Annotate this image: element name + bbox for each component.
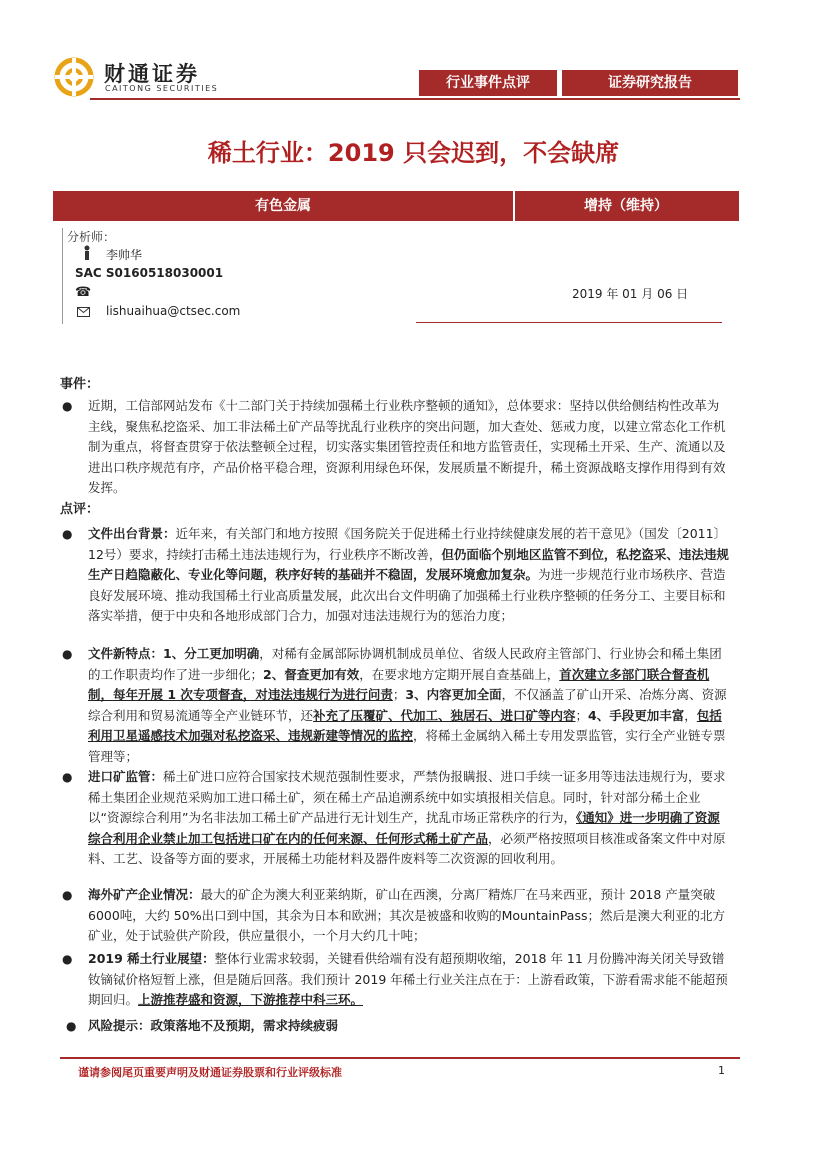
para-text: 最大的矿企为澳大利亚莱纳斯，矿山在西澳，分离厂精炼厂在马来西亚，预计 2018 产量突破 6000吨，大约 50%出口到中国，其余为日本和欧洲；其次是被盛和收购的MountainPass；然后是澳大利亚的北方矿业，处于试验供产阶段，供应量很小，一个月大约几十吨； — [88, 887, 725, 943]
bullet-icon: ● — [62, 647, 73, 661]
sac-number: SAC S0160518030001 — [75, 266, 224, 280]
risk-warning: 风险提示：政策落地不及预期，需求持续疲弱 — [88, 1018, 339, 1033]
analyst-email[interactable]: lishuaihua@ctsec.com — [106, 304, 241, 318]
footer-rule — [60, 1057, 740, 1059]
para-underline: 首次建立多部门联合督查机制，每年开展 1 次专项督查，对违法违规行为进行问责 — [88, 666, 710, 702]
para-text: 近年来，有关部门和地方按照《国务院关于促进稀土行业持续健康发展的若干意见》（国发〔2011〕12号）要求，持续打击稀土违法违规行为，行业秩序不断改善， — [88, 526, 727, 562]
bullet-icon: ● — [62, 399, 73, 413]
page-number: 1 — [718, 1064, 725, 1077]
para-text: ； — [392, 687, 406, 702]
paragraph-features — [88, 644, 730, 767]
paragraph-background — [88, 524, 730, 627]
para-text: ； — [575, 707, 589, 723]
para-bold: 2、督查更加有效 — [263, 666, 360, 682]
para-underline: 《通知》进一步明确了资源综合利用企业禁止加工包括进口矿在内的任何来源、任何形式稀土矿产品 — [88, 810, 720, 846]
person-icon — [82, 245, 92, 261]
para-text: ，必须严格按照项目核准或备案文件中对原料、工艺、设备等方面的要求，开展稀土功能材料及器件废料等二次资源的回收利用。 — [88, 830, 726, 866]
report-title: 稀土行业：2019 只会迟到，不会缺席 — [207, 139, 620, 167]
sector-label: 有色金属 — [255, 198, 311, 214]
para-lead: 进口矿监管： — [88, 769, 164, 784]
bullet-icon: ● — [62, 770, 73, 784]
bullet-icon: ● — [66, 1019, 77, 1033]
para-text: ， — [684, 707, 697, 723]
para-text: ，在要求地方定期开展自查基础上， — [359, 666, 560, 682]
para-text: ，不仅涵盖了矿山开采、冶炼分离、资源综合利用和贸易流通等全产业链环节，还 — [88, 687, 727, 723]
rating-label: 增持（维持） — [584, 198, 668, 214]
header-rule — [90, 98, 740, 100]
event-text: 近期，工信部网站发布《十二部门关于持续加强稀土行业秩序整顿的通知》，总体要求：坚持以供给侧结构性改革为主线，聚焦私挖盗采、加工非法稀土矿产品等扰乱行业秩序的突出问题，加大查处、惩戒力度，以建立常态化工作机制为重点，将督查贯穿于依法整顿全过程，切实落实集团管控责任和地方监管责任，实现稀土开采、生产、流通以及进出口秩序规范有序，产品价格平稳合理，资源利用绿色环保，发展质量不断提升，稀土资源战略支撑作用得到有效发挥。 — [88, 398, 726, 495]
report-type-tab: 行业事件点评 — [419, 70, 557, 96]
para-text: ，对稀有金属部际协调机制成员单位、省级人民政府主管部门、行业协会和稀土集团的工作职责均作了进一步细化； — [88, 646, 722, 682]
para-underline: 包括利用卫星遥感技术加强对私挖盗采、违规新建等情况的监控 — [88, 707, 722, 743]
para-underline: 补充了压覆矿、代加工、独居石、进口矿等内容 — [313, 707, 576, 723]
phone-icon: ☎ — [75, 285, 92, 300]
analyst-name: 李帅华 — [106, 248, 143, 262]
bullet-icon: ● — [62, 527, 73, 541]
logo-text-en: CAITONG SECURITIES — [105, 84, 219, 93]
mail-icon — [77, 307, 90, 317]
paragraph-import — [88, 767, 730, 870]
para-lead: 海外矿产企业情况： — [88, 887, 201, 902]
paragraph-outlook — [88, 949, 730, 1011]
para-text: ，将稀土金属纳入稀土专用发票监管，实行全产业链专票管理等； — [88, 728, 726, 764]
para-underline: 上游推荐盛和资源，下游推荐中科三环。 — [138, 992, 364, 1007]
analyst-label: 分析师： — [67, 230, 116, 244]
report-category-tab: 证券研究报告 — [562, 70, 738, 96]
para-lead: 2019 稀土行业展望： — [88, 951, 215, 966]
analyst-divider — [62, 228, 63, 324]
footer-disclaimer[interactable]: 谨请参阅尾页重要声明及财通证券股票和行业评级标准 — [78, 1066, 342, 1079]
logo-text-cn: 财通证券 — [104, 62, 200, 86]
para-text: 稀土矿进口应符合国家技术规范强制性要求，严禁伪报瞒报、进口手续一证多用等违法违规行为，要求稀土集团企业规范采购加工进口稀土矿，须在稀土产品追溯系统中如实填报相关信息。同时，针对部分稀土企业以“资源综合利用”为名非法加工稀土矿产品进行无计划生产，扰乱市场正常秩序的行为， — [88, 769, 726, 825]
para-lead: 文件出台背景： — [88, 526, 176, 541]
bullet-icon: ● — [62, 888, 73, 902]
report-date: 2019 年 01 月 06 日 — [572, 287, 689, 301]
comment-heading: 点评： — [60, 502, 100, 517]
para-bold: 但仍面临个别地区监管不到位，私挖盗采、违法违规生产日趋隐蔽化、专业化等问题，秩序好转的基础并不稳固，发展环境愈加复杂。 — [88, 546, 729, 582]
bullet-icon: ● — [62, 952, 73, 966]
caitong-logo-icon — [54, 57, 94, 97]
para-bold: 3、内容更加全面 — [405, 687, 502, 702]
para-text: 整体行业需求较弱，关键看供给端有没有超预期收缩，2018 年 11 月份腾冲海关闭关导致镨钕镝铽价格短暂上涨，但是随后回落。我们预计 2019 年稀土行业关注点在于：上游看政策，下游看需求能不能超预期回归。 — [88, 951, 728, 1007]
paragraph-overseas — [88, 885, 730, 947]
para-text: 为进一步规范行业市场秩序、营造良好发展环境、推动我国稀土行业高质量发展，此次出台文件明确了加强稀土行业秩序整顿的任务分工、主要目标和落实举措，便于中央和各地形成部门合力，加强对违法违规行为的惩治力度； — [88, 567, 726, 623]
para-bold: 1、分工更加明确 — [163, 646, 260, 661]
date-rule — [416, 322, 722, 323]
para-lead: 文件新特点： — [88, 646, 164, 661]
para-bold: 4、手段更加丰富 — [588, 707, 685, 723]
event-heading: 事件： — [60, 377, 100, 392]
